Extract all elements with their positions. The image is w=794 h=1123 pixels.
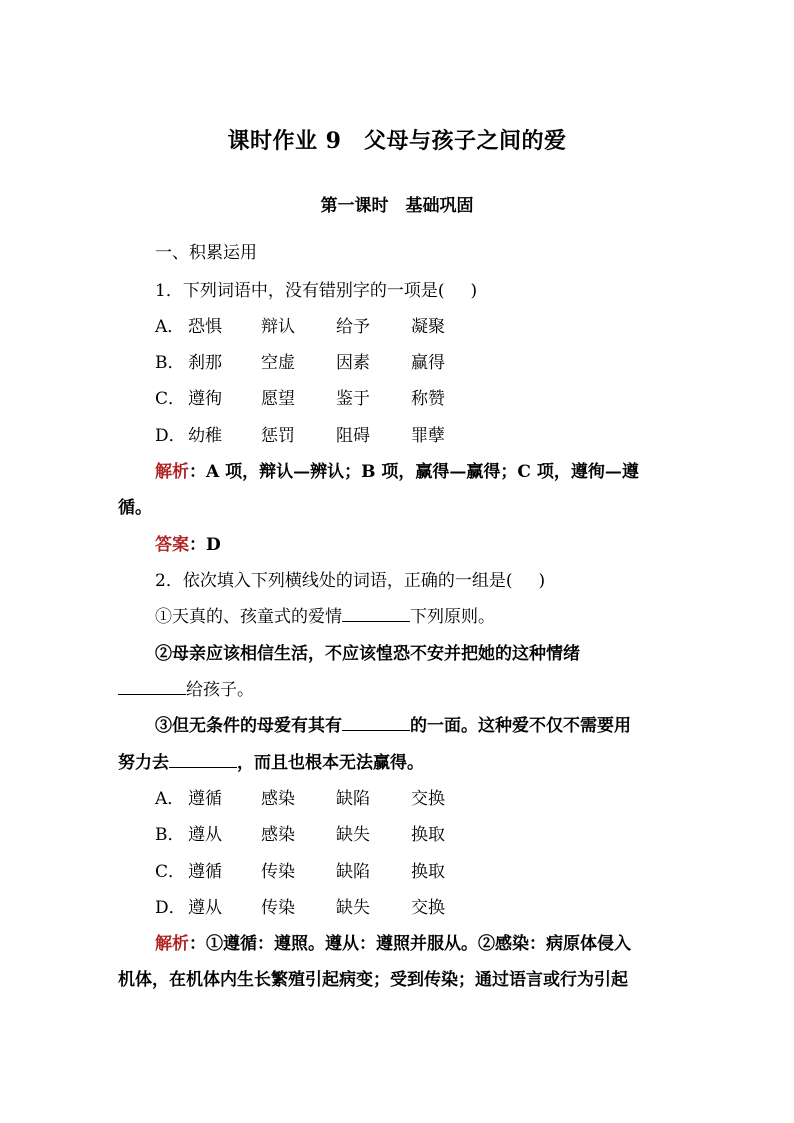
fill-blank (118, 680, 186, 695)
option-word: 感染 (261, 789, 295, 809)
option-letter: B． (155, 353, 185, 373)
analysis-label: 解析 (155, 934, 189, 954)
sentence-2-after: 给孩子。 (186, 680, 254, 700)
sentence-3-after: 的一面。这种爱不仅不需要用 (410, 716, 631, 736)
sentence-3-line2-before: 努力去 (118, 753, 169, 773)
answer-text: ：D (189, 535, 221, 555)
sentence-1-before: ①天真的、孩童式的爱情 (155, 607, 342, 627)
option-letter: C． (155, 862, 186, 882)
option-word: 换取 (411, 862, 445, 882)
option-word: 惩罚 (261, 426, 295, 446)
page-title: 课时作业 9 父母与孩子之间的爱 (227, 128, 567, 154)
option-word: 空虚 (261, 353, 295, 373)
sentence-3-line2-after: ，而且也根本无法赢得。 (237, 753, 424, 773)
option-letter: D． (155, 898, 186, 918)
option-word: 因素 (336, 353, 370, 373)
question-2-analysis-continued: 机体，在机体内生长繁殖引起病变；受到传染；通过语言或行为引起 (118, 970, 628, 990)
option-word: 交换 (411, 898, 445, 918)
option-word: 鉴于 (336, 389, 370, 409)
analysis-text: ：①遵循：遵照。遵从：遵照并服从。②感染：病原体侵入 (189, 934, 631, 954)
question-1-stem (155, 279, 477, 303)
option-word: 遵循 (188, 862, 222, 882)
option-word: 刹那 (188, 353, 222, 373)
option-word: 传染 (261, 862, 295, 882)
fill-blank (342, 607, 410, 622)
option-word: 凝聚 (411, 317, 445, 337)
question-1-stem-end: ) (470, 281, 478, 301)
sentence-1 (155, 605, 495, 629)
option-word: 缺陷 (336, 862, 370, 882)
question-2-analysis (155, 932, 631, 956)
option-letter: D． (155, 426, 186, 446)
option-word: 感染 (261, 825, 295, 845)
option-word: 罪孽 (411, 426, 445, 446)
option-word: 遵徇 (188, 389, 222, 409)
option-word: 遵从 (188, 898, 222, 918)
question-1-analysis (155, 460, 639, 484)
option-word: 缺失 (336, 898, 370, 918)
section-heading: 一、积累运用 (155, 243, 257, 263)
question-1-answer (155, 533, 221, 557)
option-word: 幼稚 (188, 426, 222, 446)
option-word: 阻碍 (336, 426, 370, 446)
option-word: 给予 (336, 317, 370, 337)
sentence-2: ②母亲应该相信生活，不应该惶恐不安并把她的这种情绪 (155, 644, 580, 664)
option-word: 愿望 (261, 389, 295, 409)
option-letter: A． (155, 789, 185, 809)
option-word: 传染 (261, 898, 295, 918)
option-word: 赢得 (411, 353, 445, 373)
option-word: 遵从 (188, 825, 222, 845)
option-letter: C． (155, 389, 186, 409)
question-2-stem (155, 569, 545, 593)
sentence-1-after: 下列原则。 (410, 607, 495, 627)
sentence-3-continued (118, 751, 424, 775)
question-2-stem-end: ) (538, 571, 546, 591)
question-1-stem-text: 1．下列词语中，没有错别字的一项是( (155, 281, 445, 301)
page-subtitle: 第一课时 基础巩固 (320, 196, 474, 216)
sentence-3-before: ③但无条件的母爱有其有 (155, 716, 342, 736)
option-letter: A． (155, 317, 185, 337)
option-letter: B． (155, 825, 185, 845)
fill-blank (169, 753, 237, 768)
question-2-stem-text: 2．依次填入下列横线处的词语，正确的一组是( (155, 571, 513, 591)
option-word: 称赞 (411, 389, 445, 409)
sentence-3 (155, 714, 631, 738)
option-word: 缺失 (336, 825, 370, 845)
option-word: 辩认 (261, 317, 295, 337)
question-1-analysis-continued: 循。 (118, 498, 152, 518)
sentence-2-continued (118, 678, 254, 702)
option-word: 换取 (411, 825, 445, 845)
answer-label: 答案 (155, 535, 189, 555)
fill-blank (342, 716, 410, 731)
option-word: 遵循 (188, 789, 222, 809)
option-word: 缺陷 (336, 789, 370, 809)
analysis-text: ：A 项，辩认—辨认；B 项，赢得—赢得；C 项，遵徇—遵 (189, 462, 639, 482)
option-word: 恐惧 (188, 317, 222, 337)
analysis-label: 解析 (155, 462, 189, 482)
option-word: 交换 (411, 789, 445, 809)
